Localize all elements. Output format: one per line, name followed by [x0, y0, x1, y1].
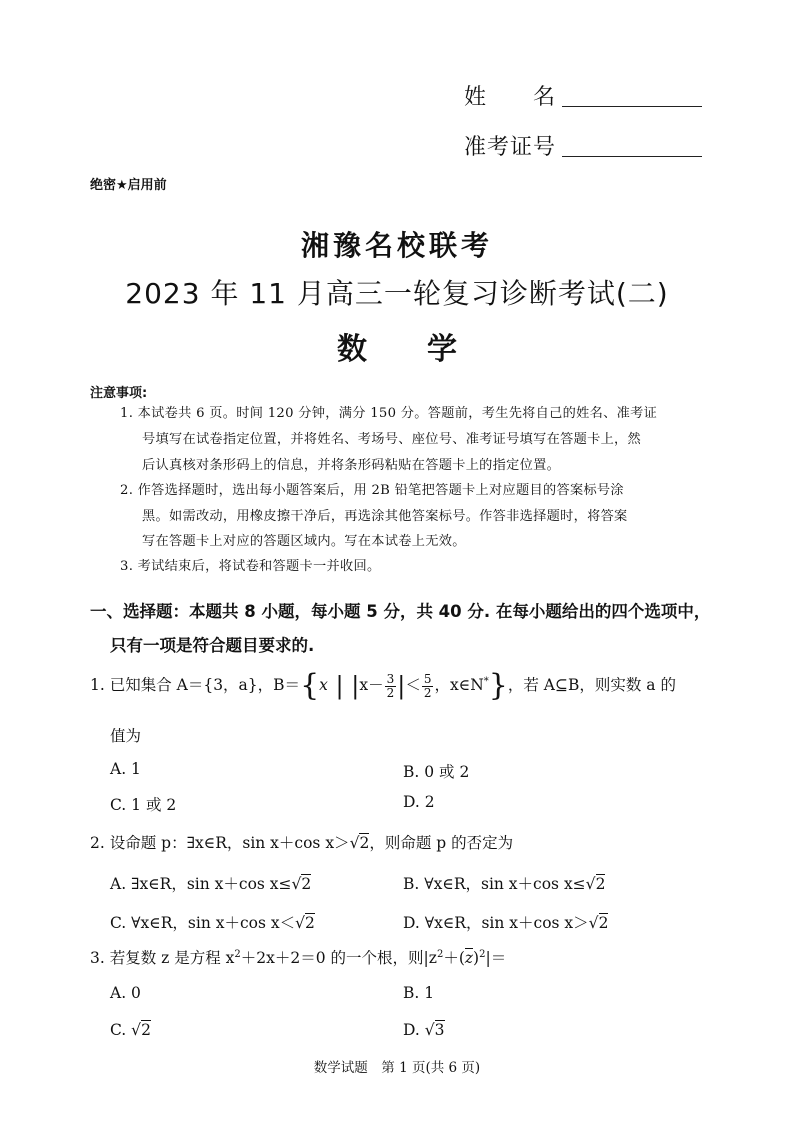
q3-option-d: D. √3: [403, 1021, 445, 1039]
section-heading-cont: 只有一项是符合题目要求的.: [110, 636, 315, 655]
fraction: $\frac{3}{2}$: [386, 671, 395, 700]
q3-option-c: C. √2: [110, 1021, 151, 1039]
q2-option-a: A. ∃x∈R，sin x＋cos x≤√2: [110, 875, 312, 893]
confidential-mark: 绝密★启用前: [90, 178, 167, 193]
section-heading: 一、选择题：本题共 8 小题，每小题 5 分，共 40 分. 在每小题给出的四个选项中，: [90, 602, 711, 621]
subject-title: 数 学: [337, 332, 457, 367]
note-line: 3. 考试结束后，将试卷和答题卡一并收回。: [120, 559, 381, 574]
page-footer: 数学试题 第 1 页(共 6 页): [313, 1060, 481, 1076]
q1-option-d: D. 2: [403, 793, 435, 811]
exam-id-label: 准考证号: [464, 135, 557, 160]
q3-option-b: B. 1: [403, 984, 435, 1002]
exam-id-blank: [562, 156, 702, 157]
q1-option-c: C. 1 或 2: [110, 796, 177, 814]
q3-option-a: A. 0: [110, 984, 141, 1002]
note-line: 号填写在试卷指定位置，并将姓名、考场号、座位号、准考证号填写在答题卡上，然: [142, 432, 642, 447]
q2-option-b: B. ∀x∈R，sin x＋cos x≤√2: [403, 875, 606, 893]
fraction: $\frac{5}{2}$: [423, 671, 432, 700]
note-line: 后认真核对条形码上的信息，并将条形码粘贴在答题卡上的指定位置。: [142, 458, 561, 473]
note-line: 1. 本试卷共 6 页。时间 120 分钟，满分 150 分。答题前，考生先将自己的姓名、准考证: [120, 406, 658, 421]
name-label: 姓 名: [464, 85, 557, 110]
q2-option-c: C. ∀x∈R，sin x＋cos x＜√2: [110, 914, 315, 932]
q1-option-a: A. 1: [110, 760, 141, 778]
question-3-stem: 3. 若复数 z 是方程 $x^2+2x+2=0$ 的一个根，则$|z^2+(z)^2|=$: [90, 948, 507, 967]
exam-name-title: 2023 年 11 月高三一轮复习诊断考试(二): [125, 277, 669, 310]
question-1-stem: 1. 已知集合 A＝{3，a}，B＝{x | |x－ $\frac{3}{2}$ |＜ $\frac{5}{2}$ ，x∈N*}，若 A⊆B，则实数 a 的: [90, 668, 676, 703]
exam-organizer-title: 湘豫名校联考: [300, 229, 493, 262]
question-1-stem-cont: 值为: [110, 727, 142, 745]
q1-option-b: B. 0 或 2: [403, 763, 470, 781]
note-line: 写在答题卡上对应的答题区域内。写在本试卷上无效。: [142, 534, 466, 549]
note-line: 黑。如需改动，用橡皮擦干净后，再选涂其他答案标号。作答非选择题时，将答案: [142, 509, 628, 524]
q2-option-d: D. ∀x∈R，sin x＋cos x＞√2: [403, 914, 609, 932]
notes-heading: 注意事项:: [90, 386, 148, 401]
name-blank: [562, 106, 702, 107]
note-line: 2. 作答选择题时，选出每小题答案后，用 2B 铅笔把答题卡上对应题目的答案标号涂: [120, 483, 624, 498]
question-2-stem: 2. 设命题 p：∃x∈R，sin x＋cos x＞√2，则命题 p 的否定为: [90, 834, 514, 852]
